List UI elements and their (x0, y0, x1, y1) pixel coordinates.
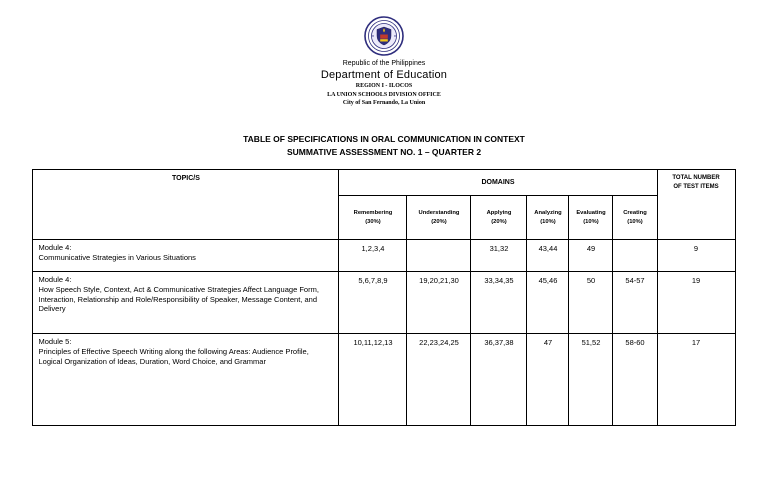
column-header-topics: TOPIC/S (33, 170, 339, 240)
module-description: Principles of Effective Speech Writing along the following Areas: Audience Profile, Logical Organization of Ideas, Duration, Word Choice, and Grammar (38, 346, 309, 366)
cell-evaluating: 51,52 (569, 334, 613, 426)
table-row-module4b (33, 272, 735, 334)
cell-evaluating: 49 (569, 240, 613, 272)
domain-label: Creating (623, 209, 647, 216)
city-line: City of San Fernando, La Union (342, 99, 426, 106)
cell-analyzing: 47 (527, 334, 569, 426)
republic-line: Republic of the Philippines (342, 60, 426, 67)
letterhead (0, 0, 768, 107)
cell-creating: 58-60 (613, 334, 657, 426)
topic-cell (33, 334, 339, 426)
column-header-creating (613, 196, 657, 240)
topic-cell (33, 272, 339, 334)
domain-label: Evaluating (576, 209, 606, 216)
topic-cell (33, 240, 339, 272)
division-line: LA UNION SCHOOLS DIVISION OFFICE (327, 91, 441, 98)
domain-percent: (10%) (540, 218, 556, 225)
cell-remembering: 5,6,7,8,9 (339, 272, 407, 334)
cell-analyzing: 45,46 (527, 272, 569, 334)
specifications-table (32, 169, 735, 426)
column-header-evaluating (569, 196, 613, 240)
cell-creating (613, 240, 657, 272)
domain-label: Understanding (418, 209, 460, 216)
domain-percent: (10%) (583, 218, 599, 225)
domain-label: Remembering (353, 209, 393, 216)
cell-understanding: 22,23,24,25 (407, 334, 471, 426)
domain-percent: (10%) (627, 218, 643, 225)
department-name: Department of Education (320, 69, 448, 82)
cell-remembering: 10,11,12,13 (339, 334, 407, 426)
total-header-line-2: OF TEST ITEMS (673, 184, 719, 191)
column-header-domains: DOMAINS (339, 170, 657, 196)
cell-applying: 33,34,35 (471, 272, 527, 334)
column-header-total (657, 170, 735, 240)
cell-applying: 31,32 (471, 240, 527, 272)
cell-remembering: 1,2,3,4 (339, 240, 407, 272)
module-label: Module 5: (38, 337, 72, 347)
deped-seal-icon (364, 16, 404, 56)
cell-analyzing: 43,44 (527, 240, 569, 272)
cell-understanding: 19,20,21,30 (407, 272, 471, 334)
table-row-module5 (33, 334, 735, 426)
cell-applying: 36,37,38 (471, 334, 527, 426)
module-label: Module 4: (38, 243, 72, 253)
cell-total-items: 19 (657, 272, 735, 334)
table-header-row-1 (33, 170, 735, 196)
region-line: REGION I - ILOCOS (355, 83, 413, 90)
table-row-module4a (33, 240, 735, 272)
cell-total-items: 17 (657, 334, 735, 426)
title-line-1: TABLE OF SPECIFICATIONS IN ORAL COMMUNICATION IN CONTEXT (243, 133, 525, 144)
document-title (0, 133, 768, 160)
title-line-2: SUMMATIVE ASSESSMENT NO. 1 – QUARTER 2 (286, 147, 482, 158)
domain-percent: (30%) (365, 218, 381, 225)
module-label: Module 4: (38, 275, 72, 285)
domain-label: Analyzing (534, 209, 562, 216)
column-header-remembering (339, 196, 407, 240)
cell-evaluating: 50 (569, 272, 613, 334)
column-header-understanding (407, 196, 471, 240)
column-header-analyzing (527, 196, 569, 240)
cell-total-items: 9 (657, 240, 735, 272)
domain-percent: (20%) (431, 218, 447, 225)
total-header-line-1: TOTAL NUMBER (672, 175, 720, 182)
domain-label: Applying (486, 209, 512, 216)
cell-creating: 54-57 (613, 272, 657, 334)
cell-understanding (407, 240, 471, 272)
module-description: How Speech Style, Context, Act & Communicative Strategies Affect Language Form, Interaction, Relationship and Role/Responsibility of Speaker, Message Content, and Delivery (38, 284, 319, 314)
module-description: Communicative Strategies in Various Situations (38, 252, 196, 262)
column-header-applying (471, 196, 527, 240)
domain-percent: (20%) (491, 218, 507, 225)
